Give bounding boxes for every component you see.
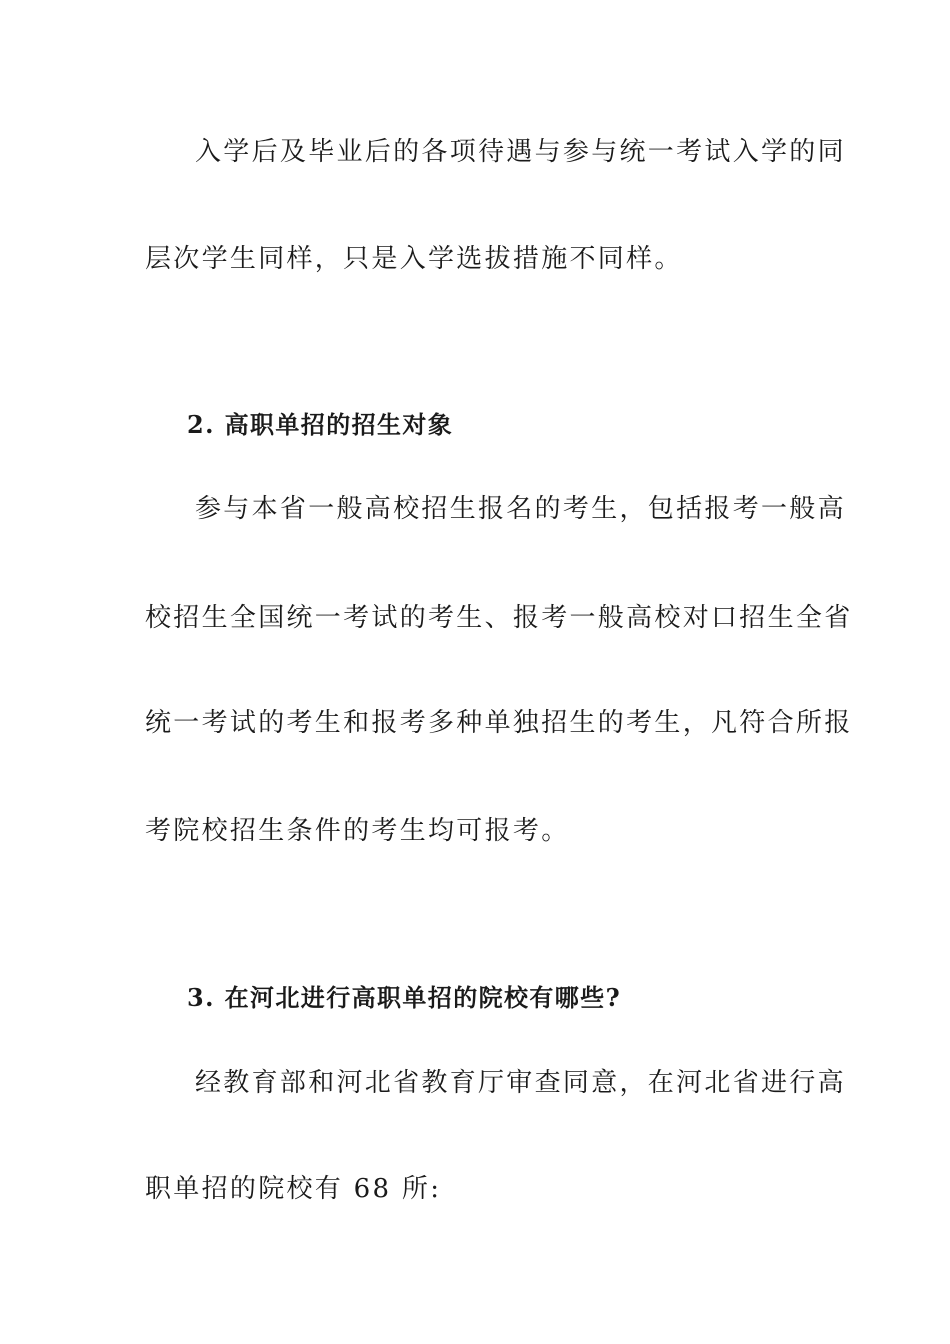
section-3-heading: 3. 在河北进行高职单招的院校有哪些? (187, 983, 622, 1012)
section-2-line-3: 统一考试的考生和报考多种单独招生的考生，凡符合所报 (145, 708, 853, 738)
section-2-line-4: 考院校招生条件的考生均可报考。 (145, 816, 570, 846)
section-2-line-2: 校招生全国统一考试的考生、报考一般高校对口招生全省 (145, 603, 853, 633)
section-2-line-1: 参与本省一般高校招生报名的考生，包括报考一般高 (195, 494, 846, 524)
paragraph-1-line-1: 入学后及毕业后的各项待遇与参与统一考试入学的同 (195, 137, 846, 167)
paragraph-1-line-2: 层次学生同样，只是入学选拔措施不同样。 (145, 244, 683, 274)
section-3-line-1: 经教育部和河北省教育厅审查同意，在河北省进行高 (195, 1068, 846, 1098)
section-3-line-2: 职单招的院校有 68 所: (145, 1174, 442, 1204)
section-2-heading: 2. 高职单招的招生对象 (187, 410, 454, 439)
